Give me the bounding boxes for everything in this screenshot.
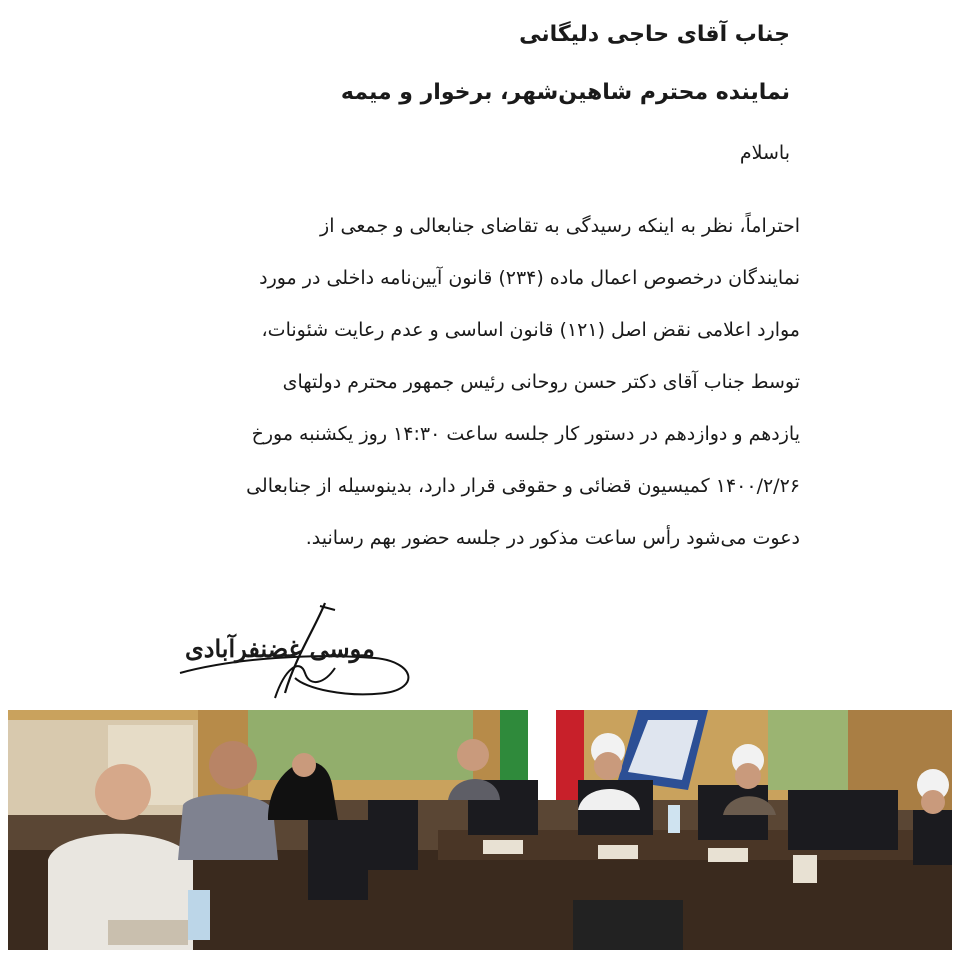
window <box>768 710 848 790</box>
monitor-icon <box>368 800 418 870</box>
letter-body-line: یازدهم و دوازدهم در دستور کار جلسه ساعت ۱۴:۳۰ روز یکشنبه مورخ <box>251 423 800 445</box>
bottle-icon <box>668 805 680 833</box>
bottle-icon <box>188 890 210 940</box>
letter-body-line: نمایندگان درخصوص اعمال ماده (۲۳۴) قانون آیین‌نامه داخلی در مورد <box>259 267 800 289</box>
monitor-icon <box>913 810 952 865</box>
signature-block <box>175 598 425 703</box>
monitor-icon <box>308 820 368 900</box>
meeting-photo <box>8 710 952 950</box>
chair <box>573 900 683 950</box>
letter-body-line: توسط جناب آقای دکتر حسن روحانی رئیس جمهور محترم دولتهای <box>282 371 800 393</box>
letter-body-line: احتراماً، نظر به اینکه رسیدگی به تقاضای جنابعالی و جمعی از <box>320 215 800 237</box>
letter-body <box>185 200 800 564</box>
letter-recipient: جناب آقای حاجی دلیگانی <box>519 22 790 47</box>
monitor-icon <box>788 790 898 850</box>
letter-greeting: باسلام <box>739 142 790 164</box>
meeting-room-image <box>8 710 952 950</box>
signature-name: موسی غضنفرآبادی <box>185 634 375 663</box>
letter-body-line: ۱۴۰۰/۲/۲۶ کمیسیون قضائی و حقوقی قرار دارد، بدینوسیله از جنابعالی <box>246 475 800 497</box>
letter-body-line: دعوت می‌شود رأس ساعت مذکور در جلسه حضور بهم رسانید. <box>305 527 800 549</box>
letter-recipient-role: نماینده محترم شاهین‌شهر، برخوار و میمه <box>340 80 790 105</box>
letter-body-line: موارد اعلامی نقض اصل (۱۲۱) قانون اساسی و عدم رعایت شئونات، <box>261 319 800 341</box>
